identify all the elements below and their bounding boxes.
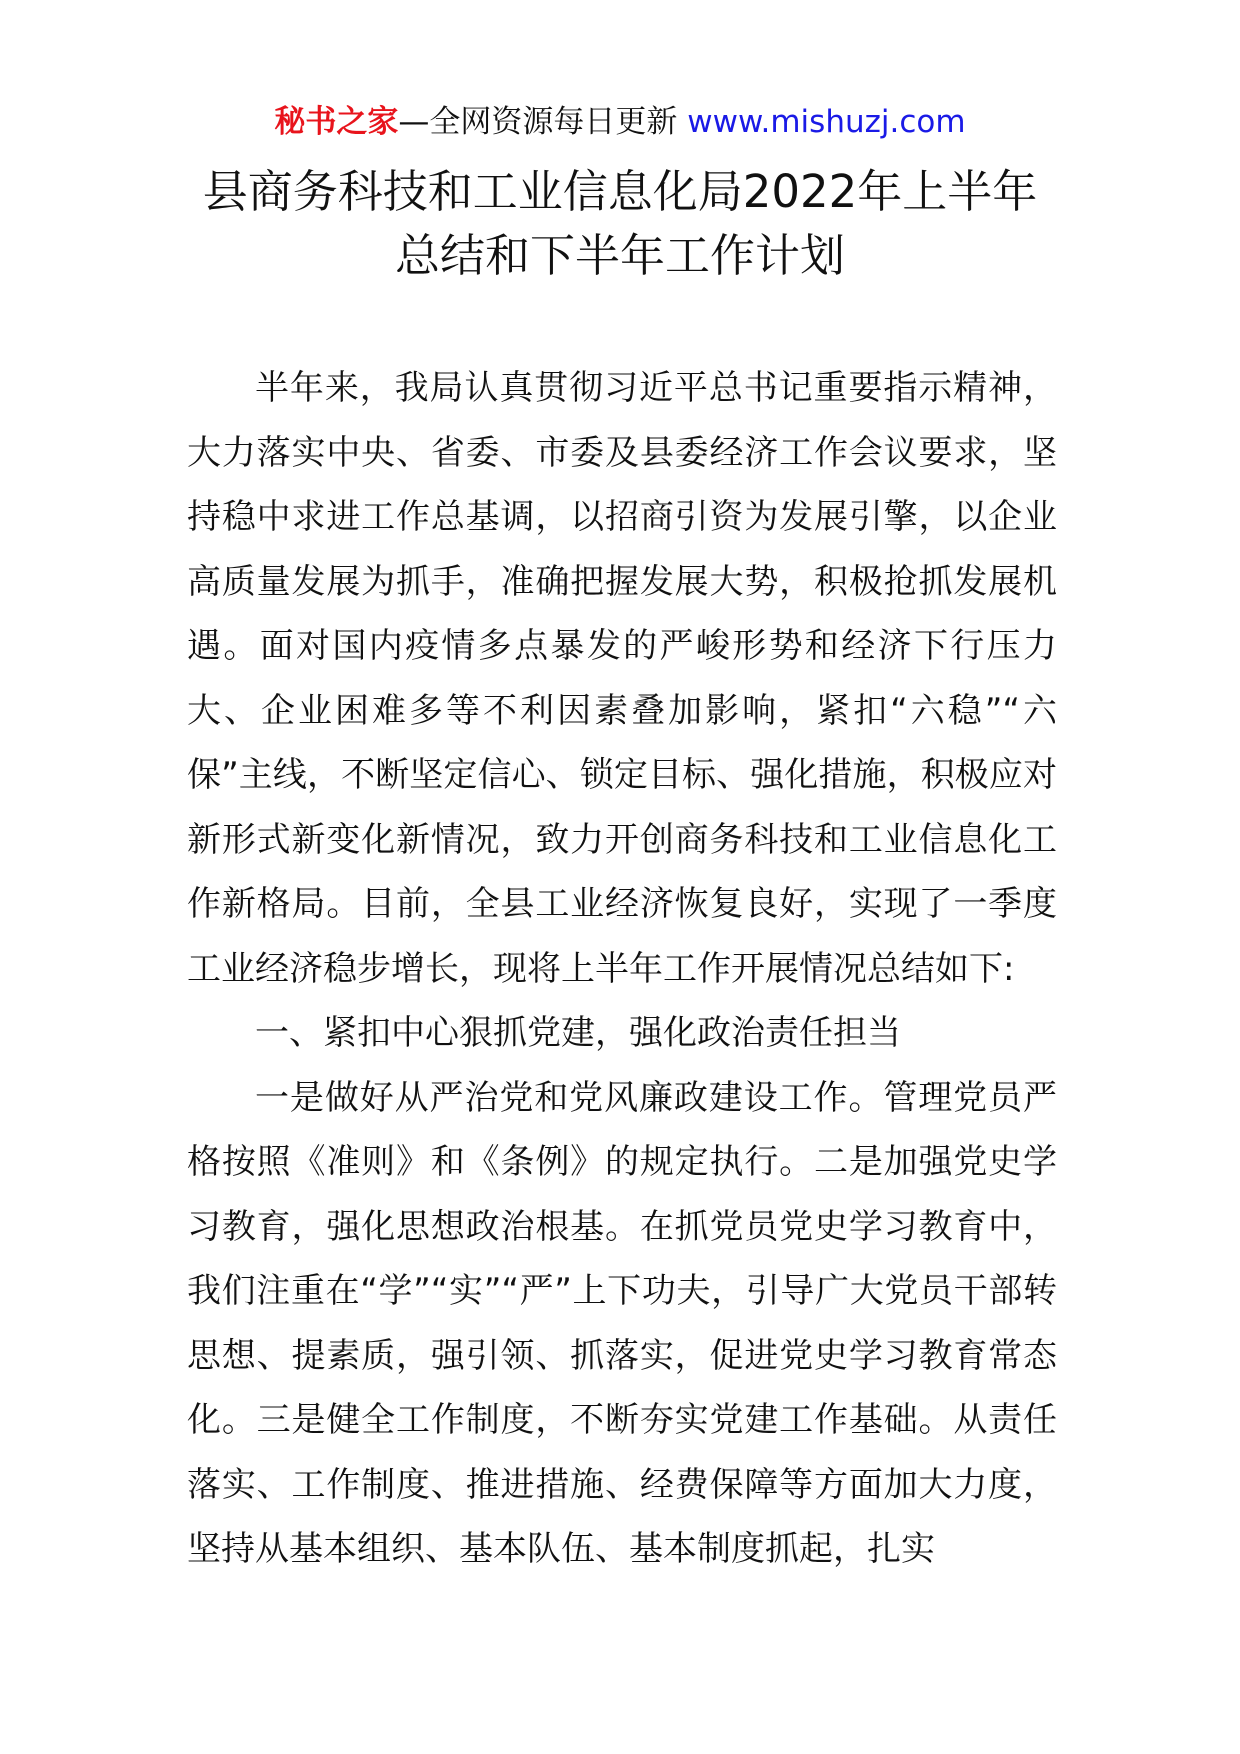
brand-name: 秘书之家 — [274, 104, 399, 140]
website-link[interactable]: www.mishuzj.com — [687, 104, 966, 140]
intro-paragraph: 半年来，我局认真贯彻习近平总书记重要指示精神，大力落实中央、省委、市委及县委经济工作会议要求，坚持稳中求进工作总基调，以招商引资为发展引擎，以企业高质量发展为抓手，准确把握发展大势，积极抢抓发展机遇。面对国内疫情多点暴发的严峻形势和经济下行压力大、企业困难多等不利因素叠加影响，紧扣“六稳”“六保”主线，不断坚定信心、锁定目标、强化措施，积极应对新形式新变化新情况，致力开创商务科技和工业信息化工作新格局。目前，全县工业经济恢复良好，实现了一季度工业经济稳步增长，现将上半年工作开展情况总结如下: — [187, 368, 1057, 989]
section-heading: 一、紧扣中心狠抓党建，强化政治责任担当 — [255, 1013, 901, 1053]
header-banner — [0, 100, 1240, 144]
title-line-2: 总结和下半年工作计划 — [394, 229, 845, 282]
banner-tagline: —全网资源每日更新 — [398, 104, 688, 140]
body-paragraph: 一是做好从严治党和党风廉政建设工作。管理党员严格按照《准则》和《条例》的规定执行。二是加强党史学习教育，强化思想政治根基。在抓党员党史学习教育中，我们注重在“学”“实”“严”上下功夫，引导广大党员干部转思想、提素质，强引领、抓落实，促进党史学习教育常态化。三是健全工作制度，不断夯实党建工作基础。从责任落实、工作制度、推进措施、经费保障等方面加大力度，坚持从基本组织、基本队伍、基本制度抓起，扎实 — [187, 1077, 1057, 1569]
document-body — [187, 356, 1057, 1582]
document-title — [150, 160, 1090, 288]
title-line-1: 县商务科技和工业信息化局2022年上半年 — [202, 165, 1038, 218]
